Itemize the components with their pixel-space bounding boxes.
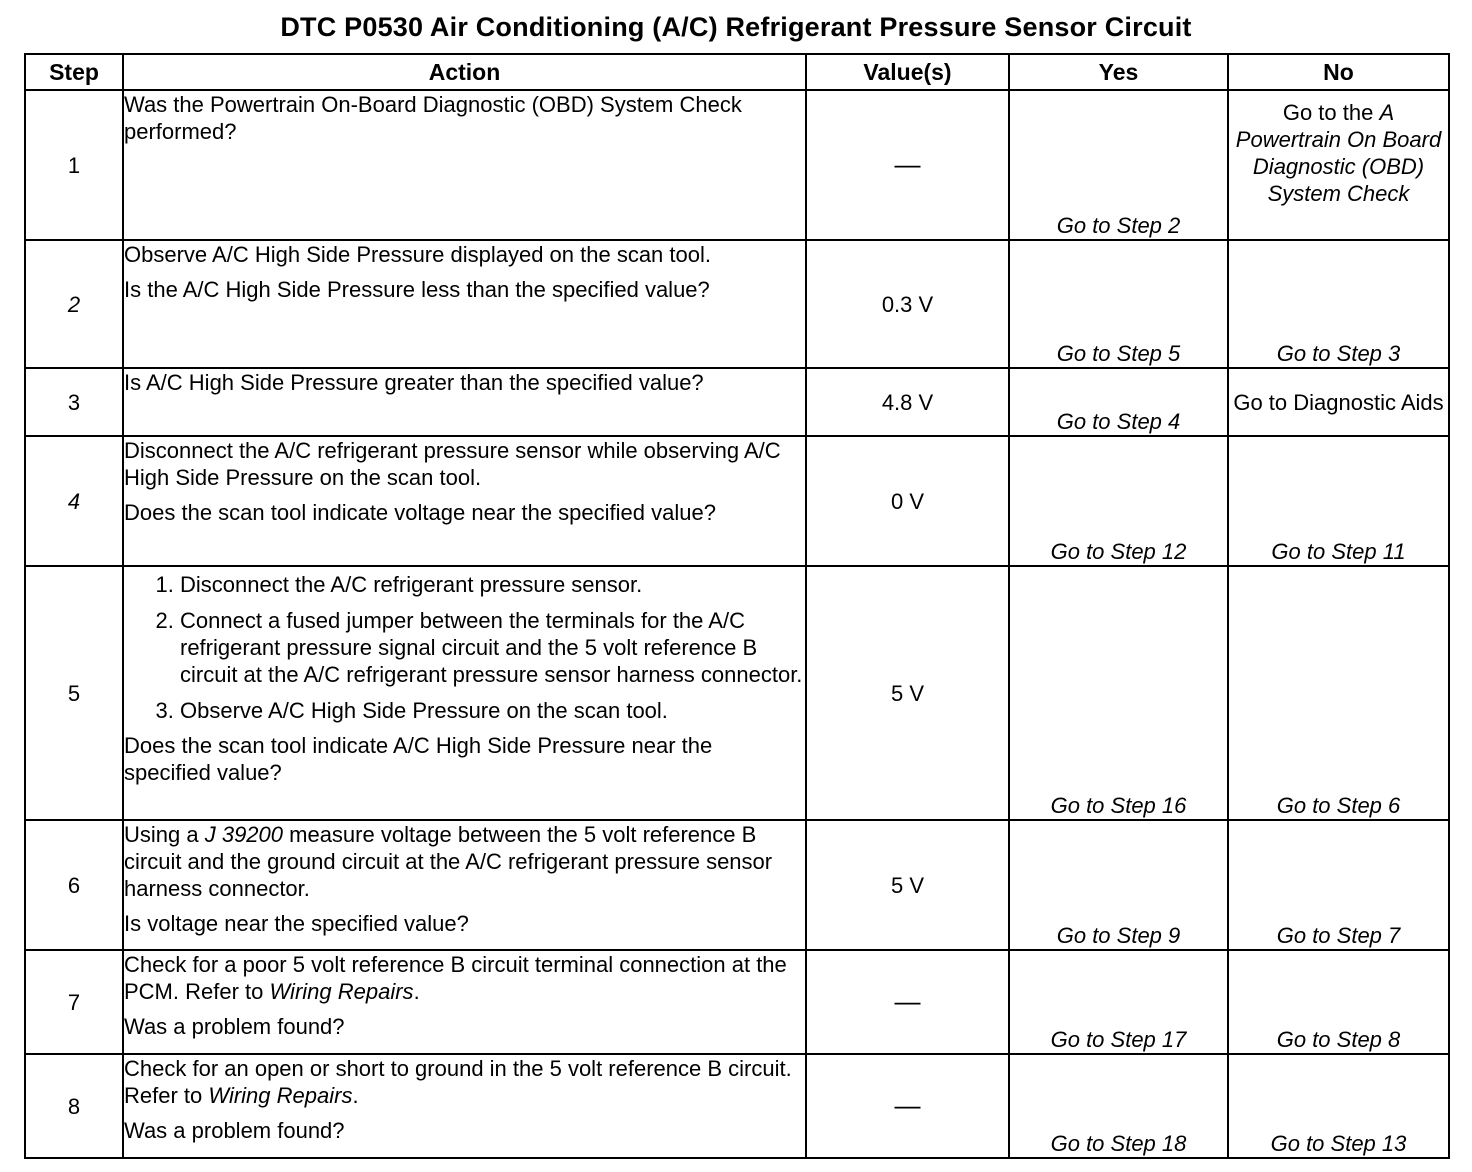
- value-cell: 5 V: [806, 820, 1009, 950]
- wiring-repairs-link[interactable]: Wiring Repairs: [269, 979, 414, 1004]
- action-cell: [123, 950, 806, 1054]
- action-text: [124, 1055, 805, 1109]
- yes-link[interactable]: Go to Step 5: [1056, 341, 1181, 366]
- action-text: Was the Powertrain On-Board Diagnostic (OBD) System Check performed?: [124, 92, 742, 144]
- no-cell: [1228, 820, 1449, 950]
- value-cell: 5 V: [806, 566, 1009, 820]
- action-question: Was a problem found?: [124, 1118, 345, 1143]
- step-number: 4: [25, 436, 123, 566]
- step-number: 6: [25, 820, 123, 950]
- yes-cell: [1009, 90, 1228, 240]
- value-cell: 0.3 V: [806, 240, 1009, 368]
- table-row: [25, 820, 1449, 950]
- value-cell: 0 V: [806, 436, 1009, 566]
- no-link[interactable]: Go to Step 13: [1270, 1131, 1407, 1156]
- table-row: [25, 566, 1449, 820]
- action-question: Was a problem found?: [124, 1014, 345, 1039]
- no-text-prefix: Go to the: [1282, 100, 1380, 125]
- yes-cell: [1009, 950, 1228, 1054]
- no-cell: [1228, 436, 1449, 566]
- no-cell: [1228, 950, 1449, 1054]
- no-link[interactable]: Go to Step 8: [1276, 1027, 1401, 1052]
- no-link[interactable]: Go to Diagnostic Aids: [1233, 389, 1444, 415]
- value-cell: [806, 1054, 1009, 1158]
- yes-cell: [1009, 240, 1228, 368]
- action-question: Is voltage near the specified value?: [124, 911, 469, 936]
- yes-link[interactable]: Go to Step 4: [1056, 409, 1181, 434]
- yes-link[interactable]: Go to Step 12: [1050, 539, 1187, 564]
- action-question: Is A/C High Side Pressure greater than the specified value?: [124, 370, 704, 395]
- action-text: [124, 821, 805, 902]
- no-cell: [1228, 566, 1449, 820]
- action-text-prefix: Check for an open or short to ground in the 5 volt reference B circuit. Refer to: [124, 1056, 792, 1108]
- table-row: [25, 436, 1449, 566]
- step-number: 3: [25, 368, 123, 436]
- tool-reference: J 39200: [204, 822, 284, 847]
- header-yes: Yes: [1009, 54, 1228, 90]
- header-step: Step: [25, 54, 123, 90]
- action-cell: [123, 1054, 806, 1158]
- action-text-suffix: measure voltage between the 5 volt reference B circuit and the ground circuit at the A/C refrigerant pressure sensor harness connector.: [124, 822, 773, 901]
- diagnostic-table: [24, 53, 1450, 1159]
- step-number: 5: [25, 566, 123, 820]
- header-values: Value(s): [806, 54, 1009, 90]
- no-cell: [1228, 90, 1449, 240]
- step-number: 7: [25, 950, 123, 1054]
- no-link[interactable]: A Powertrain On Board Diagnostic (OBD) System Check: [1235, 100, 1442, 206]
- yes-link[interactable]: Go to Step 17: [1050, 1027, 1187, 1052]
- no-cell: [1228, 240, 1449, 368]
- no-cell: [1228, 1054, 1449, 1158]
- table-row: [25, 1054, 1449, 1158]
- yes-link[interactable]: Go to Step 2: [1056, 213, 1181, 238]
- value-text: —: [894, 1090, 921, 1120]
- header-action: Action: [123, 54, 806, 90]
- yes-link[interactable]: Go to Step 18: [1050, 1131, 1187, 1156]
- list-item: 2. Connect a fused jumper between the terminals for the A/C refrigerant pressure signal circuit and the 5 volt reference B circuit at the A/C refrigerant pressure sensor harness connector.: [180, 607, 805, 688]
- yes-cell: [1009, 436, 1228, 566]
- action-text: Observe A/C High Side Pressure displayed on the scan tool.: [124, 242, 711, 267]
- action-question: Does the scan tool indicate voltage near the specified value?: [124, 500, 716, 525]
- action-cell: [123, 436, 806, 566]
- action-text-suffix: .: [352, 1083, 359, 1108]
- yes-link[interactable]: Go to Step 9: [1056, 923, 1181, 948]
- yes-cell: [1009, 1054, 1228, 1158]
- action-steps-list: [124, 571, 805, 724]
- action-cell: [123, 240, 806, 368]
- action-cell: [123, 90, 806, 240]
- step-number: 8: [25, 1054, 123, 1158]
- step-number: 2: [25, 240, 123, 368]
- yes-cell: [1009, 566, 1228, 820]
- wiring-repairs-link[interactable]: Wiring Repairs: [208, 1083, 353, 1108]
- header-no: No: [1228, 54, 1449, 90]
- value-text: —: [894, 986, 921, 1016]
- value-cell: [806, 90, 1009, 240]
- action-text: [124, 951, 805, 1005]
- table-row: [25, 368, 1449, 436]
- action-text-prefix: Using a: [124, 822, 205, 847]
- yes-cell: [1009, 820, 1228, 950]
- list-item: 3. Observe A/C High Side Pressure on the scan tool.: [180, 697, 805, 724]
- list-item: 1. Disconnect the A/C refrigerant pressure sensor.: [180, 571, 805, 598]
- action-cell: [123, 820, 806, 950]
- yes-cell: [1009, 368, 1228, 436]
- action-text-suffix: .: [413, 979, 420, 1004]
- step-number: 1: [25, 90, 123, 240]
- table-row: [25, 240, 1449, 368]
- action-cell: [123, 566, 806, 820]
- value-cell: 4.8 V: [806, 368, 1009, 436]
- table-row: [25, 950, 1449, 1054]
- action-cell: [123, 368, 806, 436]
- action-question: Is the A/C High Side Pressure less than the specified value?: [124, 277, 710, 302]
- action-text-prefix: Check for a poor 5 volt reference B circuit terminal connection at the PCM. Refer to: [124, 952, 787, 1004]
- no-link[interactable]: Go to Step 7: [1276, 923, 1401, 948]
- yes-link[interactable]: Go to Step 16: [1050, 793, 1187, 818]
- no-cell: [1228, 368, 1449, 436]
- action-text: Disconnect the A/C refrigerant pressure sensor while observing A/C High Side Pressure on the scan tool.: [124, 438, 781, 490]
- no-link[interactable]: Go to Step 6: [1276, 793, 1401, 818]
- page-title: DTC P0530 Air Conditioning (A/C) Refrigerant Pressure Sensor Circuit: [280, 12, 1192, 42]
- table-row: [25, 90, 1449, 240]
- value-text: —: [894, 149, 921, 179]
- action-question: Does the scan tool indicate A/C High Side Pressure near the specified value?: [124, 733, 713, 785]
- no-link[interactable]: Go to Step 3: [1276, 341, 1401, 366]
- no-link[interactable]: Go to Step 11: [1271, 539, 1406, 564]
- table-header-row: [25, 54, 1449, 90]
- value-cell: [806, 950, 1009, 1054]
